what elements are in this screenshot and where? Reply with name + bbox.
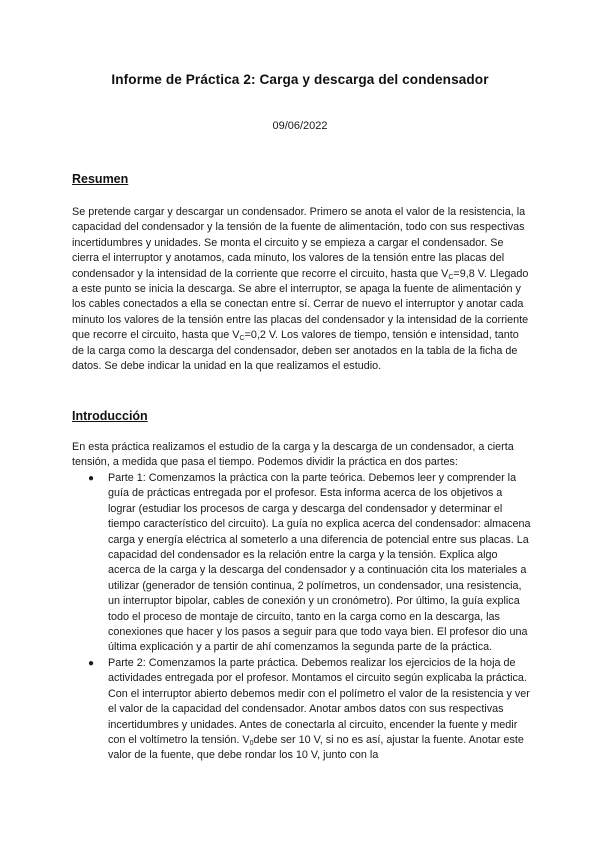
bullet-list (72, 471, 532, 764)
resumen-paragraph (72, 205, 532, 374)
section-heading-resumen: Resumen (72, 172, 129, 186)
subscript-0: 0 (249, 739, 254, 747)
bullet-text-parte-1: Parte 1: Comenzamos la práctica con la parte teórica. Debemos leer y comprender la guía de prácticas entregada por el profesor. Esta informa acerca de los objetivos a lograr (estudiar los procesos de carga y descarga del condensador y determinar el tiempo característico del circuito). La guía no explica acerca del condensador: almacena carga y energía eléctrica al someterlo a una diferencia de potencial entre sus placas. La capacidad del condensador es la relación entre la carga y la tensión. Explica algo acerca de la carga y la descarga del condensador y a continuación cita los materiales a utilizar (generador de tensión continua, 2 polímetros, un condensador, una resistencia, un interruptor bipolar, cables de conexión y un cronómetro). Por último, la guía explica todo el proceso de montaje de circuito, tanto en la carga como en la descarga, las conexiones que hacer y los pasos a seguir para que todo vaya bien. El profesor dio una última explicación y a partir de ahí comenzamos la segunda parte de la práctica. (108, 472, 531, 654)
document-title: Informe de Práctica 2: Carga y descarga del condensador (111, 72, 489, 87)
list-item (72, 471, 532, 656)
bullet-dot-icon: ● (88, 473, 95, 484)
resumen-text-2: =9,8 V. Llegado a este punto se inicia la descarga. Se abre el interruptor, se apaga la fuente de alimentación y los cables conectados a ella se conectan entre sí. Cerrar de nuevo el interruptor y anotar cada minuto los valores de la tensión entre las placas del condensador y la intensidad de la corriente que recorre el circuito, hasta que V (72, 267, 529, 342)
resumen-text-3: =0,2 V. Los valores de tiempo, tensión e intensidad, tanto de la carga como la descarga del condensador, deben ser anotados en la tabla de la ficha de datos. Se debe indicar la unidad en la que realizamos el estudio. (72, 329, 519, 373)
subscript-c: C (239, 335, 245, 343)
subscript-c: C (448, 273, 454, 281)
section-heading-introduccion: Introducción (72, 409, 148, 423)
document-date: 09/06/2022 (272, 120, 328, 132)
introduccion-paragraph: En esta práctica realizamos el estudio de la carga y la descarga de un condensador, a cierta tensión, a medida que pasa el tiempo. Podemos dividir la práctica en dos partes: (72, 441, 514, 469)
bullet-dot-icon: ● (88, 657, 95, 669)
bullet-text-parte-2a: Parte 2: Comenzamos la parte práctica. Debemos realizar los ejercicios de la hoja de actividades entregada por el profesor. Montamos el circuito según explicaba la práctica. Con el interruptor abierto debemos medir con el polímetro el valor de la resistencia y ver el valor de la capacidad del condensador. Anotar ambos datos con sus respectivas incertidumbres y unidades. Antes de conectarla al circuito, encender la fuente y medir con el voltímetro la tensión. V (108, 656, 530, 746)
resumen-text-1: Se pretende cargar y descargar un condensador. Primero se anota el valor de la resistencia, la capacidad del condensador y la tensión de la fuente de alimentación, todo con sus respectivas incertidumbres y unidades. Se monta el circuito y se empieza a cargar el condensador. Se cierra el interruptor y anotamos, cada minuto, los valores de la tensión entre las placas del condensador y la intensidad de la corriente que recorre el circuito, hasta que V (72, 206, 526, 280)
list-item (72, 656, 532, 764)
bullet-text-parte-2b: debe ser 10 V, si no es así, ajustar la fuente. Anotar este valor de la fuente, que debe rondar los 10 V, junto con la (108, 733, 524, 762)
